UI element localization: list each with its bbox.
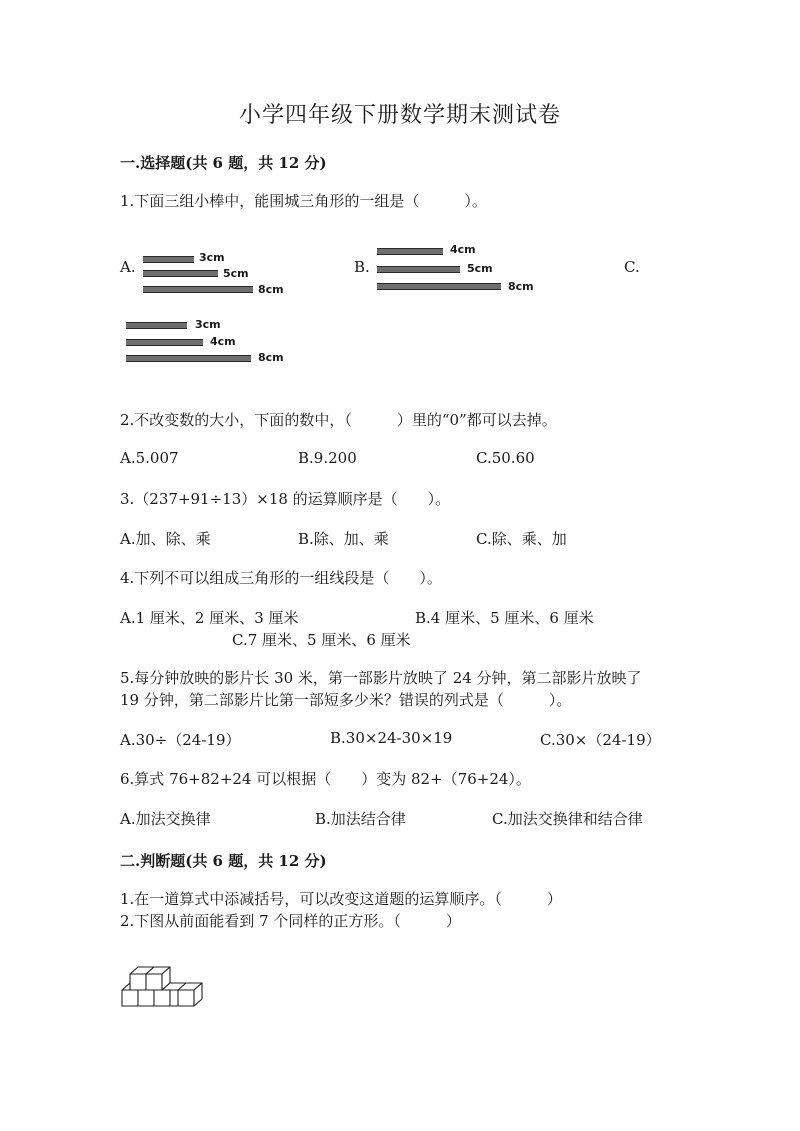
stick-label: 5cm: [223, 267, 249, 280]
stick-bar: [143, 256, 194, 263]
stick-label: 4cm: [450, 243, 476, 256]
question-5-line-2: 19 分钟，第二部影片比第一部短多少米？错误的列式是（ ）。: [120, 691, 572, 709]
q3-option-a: A.加、除、乘: [120, 530, 211, 548]
stick-bar: [126, 355, 251, 362]
q1-option-a-label: A.: [120, 258, 136, 276]
q4-option-c: C.7 厘米、5 厘米、6 厘米: [232, 631, 411, 649]
question-4-text: 4.下列不可以组成三角形的一组线段是（ ）。: [120, 569, 442, 587]
q3-option-b: B.除、加、乘: [298, 530, 389, 548]
stick-bar: [143, 270, 218, 277]
question-6-text: 6.算式 76+82+24 可以根据（ ）变为 82+（76+24）。: [120, 770, 531, 788]
cube-stack-figure: [118, 962, 208, 1016]
q2-option-b: B.9.200: [298, 449, 357, 467]
question-1-text: 1.下面三组小棒中，能围城三角形的一组是（ ）。: [120, 192, 487, 210]
stick-label: 5cm: [467, 262, 493, 275]
question-5-line-1: 5.每分钟放映的影片长 30 米，第一部影片放映了 24 分钟，第二部影片放映了: [120, 669, 642, 687]
q1-option-b-label: B.: [354, 258, 370, 276]
question-2-text: 2.不改变数的大小，下面的数中，（ ）里的“0”都可以去掉。: [120, 411, 557, 429]
q2-option-c: C.50.60: [476, 449, 535, 467]
stick-label: 8cm: [508, 280, 534, 293]
stick-bar: [126, 322, 187, 329]
section-heading-judgement: 二.判断题(共 6 题，共 12 分): [120, 852, 327, 870]
q4-option-a: A.1 厘米、2 厘米、3 厘米: [120, 609, 299, 627]
judgement-question-1: 1.在一道算式中添减括号，可以改变这道题的运算顺序。（ ）: [120, 890, 562, 908]
stick-bar: [377, 266, 460, 273]
stick-label: 3cm: [195, 318, 221, 331]
q6-option-c: C.加法交换律和结合律: [492, 810, 643, 828]
section-heading-choice: 一.选择题(共 6 题，共 12 分): [120, 154, 327, 172]
stick-bar: [377, 283, 501, 290]
q6-option-b: B.加法结合律: [315, 810, 406, 828]
question-3-text: 3.（237+91÷13）×18 的运算顺序是（ ）。: [120, 490, 451, 508]
stick-bar: [126, 339, 203, 346]
stick-label: 4cm: [210, 335, 236, 348]
stick-label: 3cm: [199, 251, 225, 264]
q3-option-c: C.除、乘、加: [476, 530, 567, 548]
q5-option-b: B.30×24-30×19: [330, 729, 453, 747]
stick-label: 8cm: [258, 283, 284, 296]
stick-bar: [377, 248, 443, 255]
q4-option-b: B.4 厘米、5 厘米、6 厘米: [415, 609, 594, 627]
stick-label: 8cm: [258, 351, 284, 364]
q6-option-a: A.加法交换律: [120, 810, 211, 828]
page-title: 小学四年级下册数学期末测试卷: [238, 103, 561, 128]
judgement-question-2: 2.下图从前面能看到 7 个同样的正方形。（ ）: [120, 912, 461, 930]
q5-option-c: C.30×（24-19）: [540, 731, 661, 749]
q5-option-a: A.30÷（24-19）: [120, 731, 241, 749]
q1-option-c-label: C.: [624, 258, 640, 276]
stick-bar: [143, 286, 253, 293]
q2-option-a: A.5.007: [120, 449, 179, 467]
